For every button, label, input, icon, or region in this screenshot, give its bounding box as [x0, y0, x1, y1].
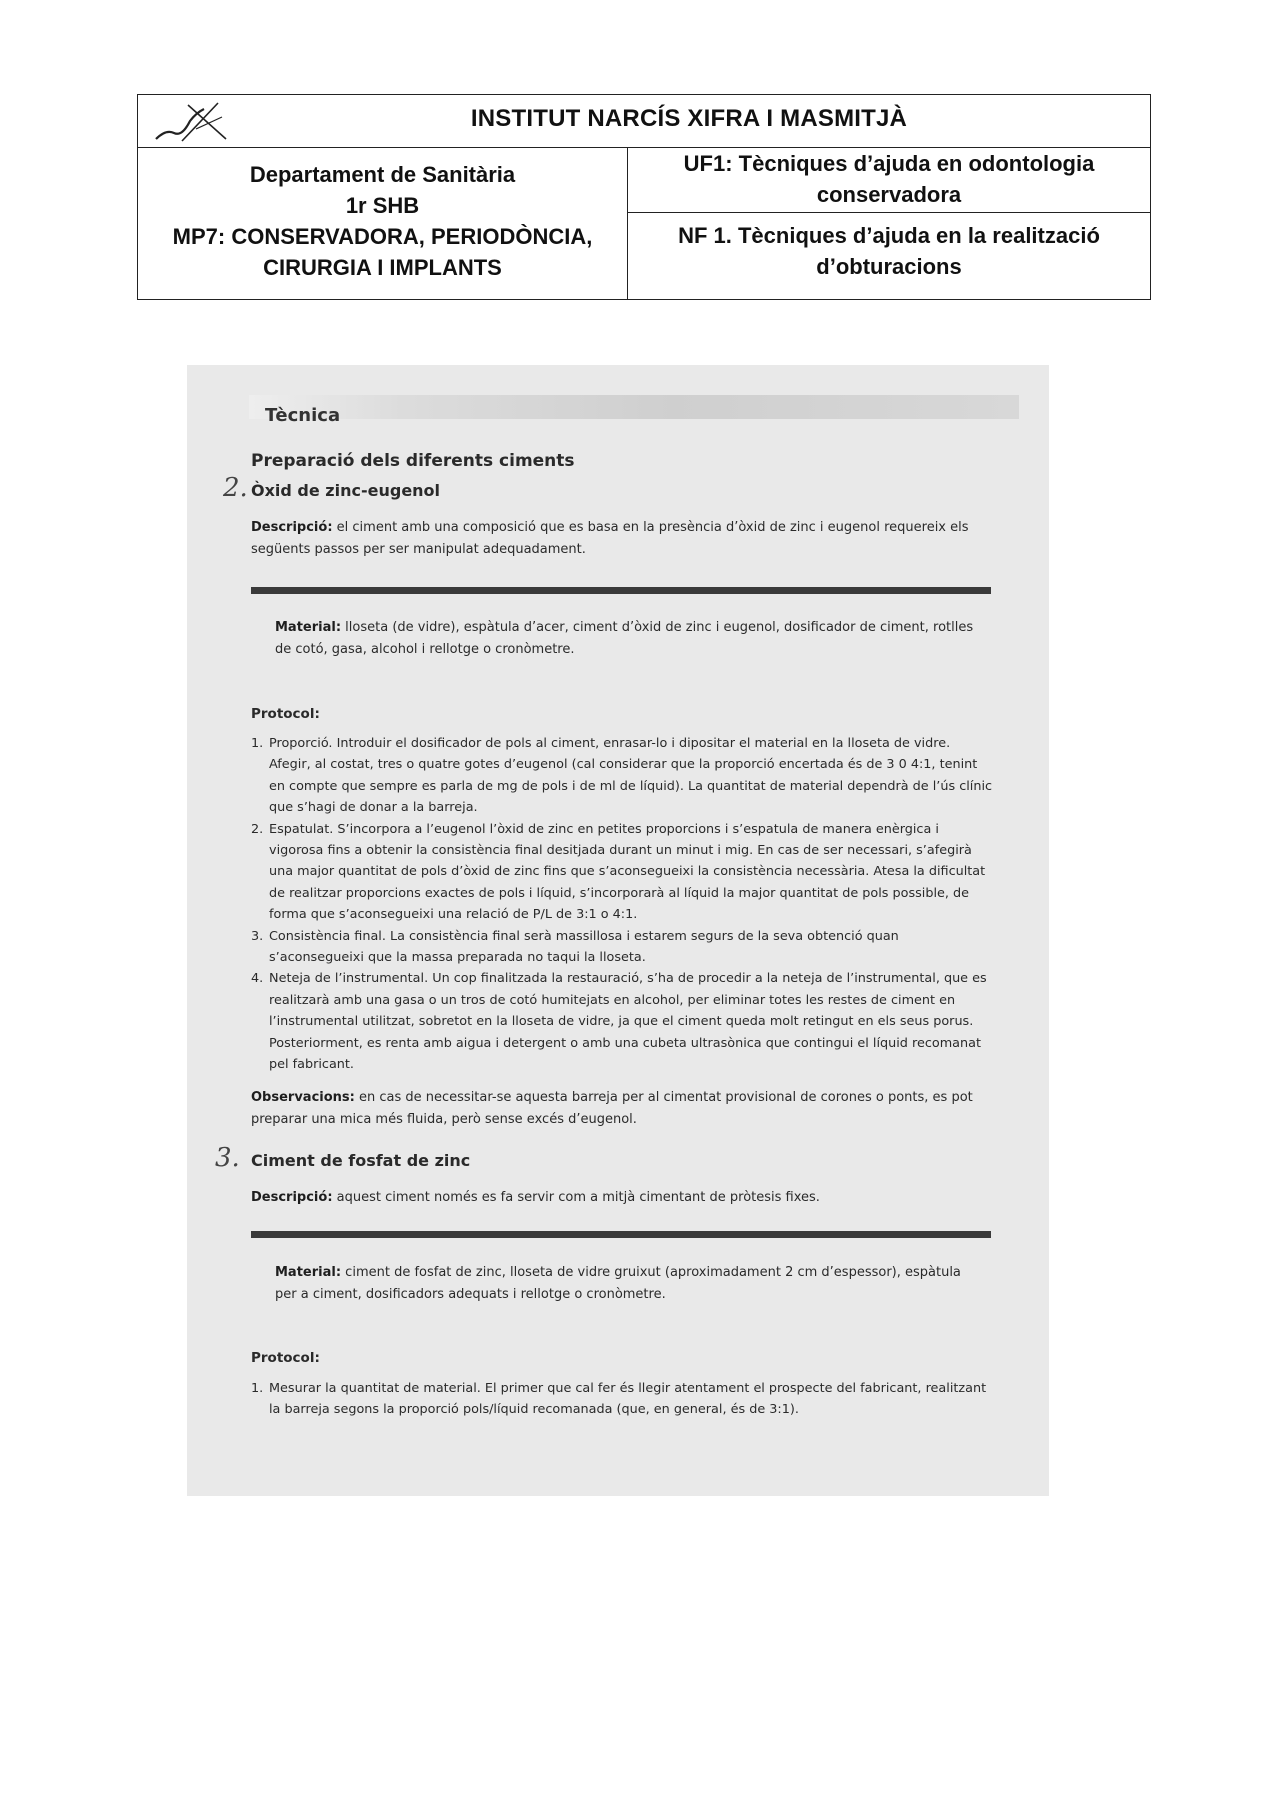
protocol-step	[251, 926, 993, 969]
step-text: Neteja de l’instrumental. Un cop finalitzada la restauració, s’ha de procedir a la neteja de l’instrumental, que es realitzarà amb una gasa o un tros de cotó humitejats en alcohol, per eliminar totes les restes de ciment en l’instrumental utilitzat, sobretot en la lloseta de vidre, ja que el ciment queda molt retingut en els seus porus. Posteriorment, es renta amb aigua i detergent o amb una cubeta ultrasònica que contingui el líquid recomanat pel fabricant.	[269, 971, 987, 1073]
cement1-obs-text: en cas de necessitar-se aquesta barreja per al cimentat provisional de corones o ponts, es pot preparar una mica més fluida, però sense excés d’eugenol.	[251, 1090, 973, 1127]
step-number: 1.	[251, 736, 264, 751]
section-band	[249, 395, 1019, 419]
department-cell	[138, 147, 628, 299]
step-text: Consistència final. La consistència final serà massillosa i estarem segurs de la seva obtenció quan s’aconsegueixi que la massa preparada no taqui la lloseta.	[269, 928, 899, 966]
cement1-material-text: lloseta (de vidre), espàtula d’acer, ciment d’òxid de zinc i eugenol, dosificador de ciment, rotlles de cotó, gasa, alcohol i rellotge o cronòmetre.	[275, 620, 974, 657]
protocol-step	[251, 1378, 993, 1421]
step-text: Proporció. Introduir el dosificador de pols al ciment, enrasar-lo i dipositar el material en la lloseta de vidre. Afegir, al costat, tres o quatre gotes d’eugenol (cal considerar que la proporció encertada és de 3 0 4:1, tenint en compte que sempre es parla de mg de pols i de ml de líquid). La quantitat de material dependrà de l’ús clínic que s’hagi de donar a la barreja.	[269, 736, 993, 816]
cement2-desc-text: aquest ciment només es fa servir com a mitjà cimentant de pròtesis fixes.	[332, 1190, 820, 1205]
protocol-step	[251, 733, 993, 819]
cement1-obs-label: Observacions:	[251, 1090, 355, 1105]
nf-cell	[628, 212, 1150, 307]
institute-name: INSTITUT NARCÍS XIFRA I MASMITJÀ	[470, 105, 908, 132]
cement1-description	[251, 517, 991, 561]
scanned-page	[187, 365, 1049, 1496]
step-number: 3.	[251, 928, 264, 944]
protocol-step	[251, 819, 993, 926]
document-header	[137, 94, 1151, 300]
handwritten-number-2: 2.	[223, 473, 248, 503]
uf-line-1: UF1: Tècniques d’ajuda en odontologia	[683, 151, 1095, 176]
divider-rule	[251, 587, 991, 594]
cement2-protocol-steps	[251, 1378, 993, 1421]
section-title: Preparació dels diferents ciments	[251, 451, 575, 471]
step-text: Mesurar la quantitat de material. El primer que cal fer és llegir atentament el prospecte del fabricant, realitzant la barreja segons la proporció pols/líquid recomanada (que, en general, és de 3:1).	[269, 1381, 987, 1418]
cement1-observations	[251, 1087, 991, 1131]
nf-line-2: d’obturacions	[816, 254, 962, 279]
step-number: 2.	[251, 821, 264, 837]
step-number: 1.	[251, 1381, 264, 1396]
cement1-material	[275, 617, 985, 661]
header-title-row	[138, 95, 1150, 148]
cement2-material-text: ciment de fosfat de zinc, lloseta de vidre gruixut (aproximadament 2 cm d’espessor), espàtula per a ciment, dosificadors adequats i rellotge o cronòmetre.	[275, 1265, 961, 1302]
course-name: 1r SHB	[345, 193, 420, 218]
cement2-protocol-label: Protocol:	[251, 1350, 320, 1366]
handwritten-number-3: 3.	[215, 1143, 240, 1173]
cement1-protocol-steps	[251, 733, 993, 1076]
institute-logo-icon	[152, 99, 232, 145]
cement2-material-label: Material:	[275, 1265, 342, 1280]
protocol-step	[251, 968, 993, 1075]
department-name: Departament de Sanitària	[249, 162, 516, 187]
cement1-desc-label: Descripció:	[251, 520, 333, 535]
module-line-2: CIRURGIA I IMPLANTS	[263, 255, 502, 280]
cement2-description	[251, 1187, 991, 1209]
cement1-protocol-label: Protocol:	[251, 706, 320, 722]
band-title: Tècnica	[265, 405, 341, 426]
cement2-desc-label: Descripció:	[251, 1190, 333, 1205]
divider-rule	[251, 1231, 991, 1238]
step-text: Espatulat. S’incorpora a l’eugenol l’òxid de zinc en petites proporcions i s’espatula de manera enèrgica i vigorosa fins a obtenir la consistència final desitjada durant un minut i mig. En cas de ser necessari, s’afegirà una major quantitat de pols d’òxid de zinc fins que s’aconsegueixi la consistència necessària. Atesa la dificultat de realitzar proporcions exactes de pols i líquid, s’incorporarà al líquid la major quantitat de pols possible, de forma que s’aconsegueixi una relació de P/L de 3:1 o 4:1.	[269, 821, 986, 923]
uf-line-2: conservadora	[816, 182, 962, 207]
cement2-material	[275, 1262, 985, 1306]
cement1-title: Òxid de zinc-eugenol	[251, 481, 441, 500]
nf-line-1: NF 1. Tècniques d’ajuda en la realització	[678, 223, 1100, 248]
step-number: 4.	[251, 971, 264, 987]
uf-cell	[628, 147, 1150, 213]
cement2-title: Ciment de fosfat de zinc	[251, 1151, 471, 1170]
module-line-1: MP7: CONSERVADORA, PERIODÒNCIA,	[172, 224, 593, 249]
cement1-desc-text: el ciment amb una composició que es basa en la presència d’òxid de zinc i eugenol requereix els següents passos per ser manipulat adequadament.	[251, 520, 969, 557]
cement1-material-label: Material:	[275, 620, 342, 635]
